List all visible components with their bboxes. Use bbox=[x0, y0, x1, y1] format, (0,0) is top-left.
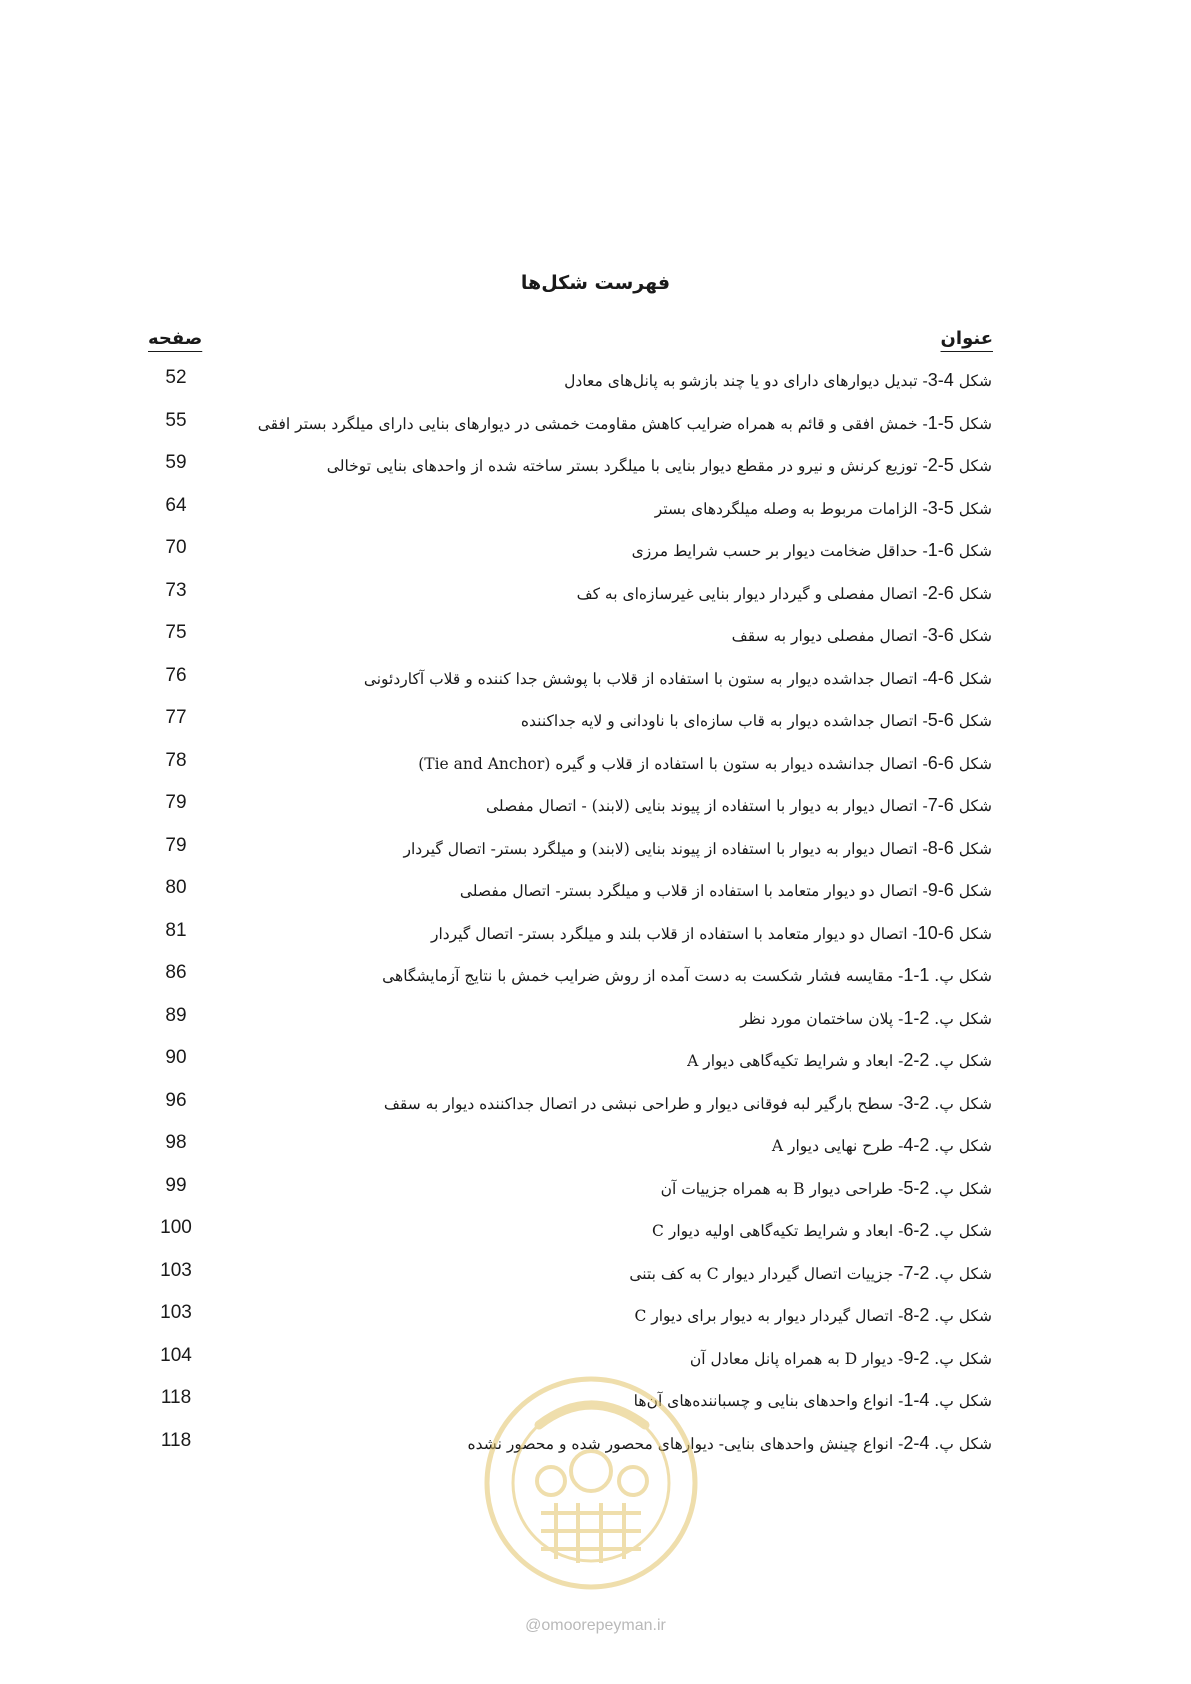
figure-number: 1-5 bbox=[927, 412, 954, 433]
figure-prefix: شکل bbox=[958, 627, 992, 645]
figure-title: ابعاد و شرایط تکیه‌گاهی دیوار A bbox=[687, 1052, 894, 1070]
page-number: 73 bbox=[165, 579, 187, 601]
figure-prefix: شکل پ. bbox=[934, 1009, 992, 1028]
list-item bbox=[0, 1257, 1191, 1300]
figure-title: اتصال گیردار دیوار به دیوار برای دیوار C bbox=[634, 1307, 894, 1325]
figure-title: طراحی دیوار B به همراه جزییات آن bbox=[660, 1179, 894, 1198]
figure-number: 3-5 bbox=[927, 497, 954, 518]
figure-prefix: شکل bbox=[958, 797, 992, 815]
page-number: 104 bbox=[160, 1344, 192, 1366]
figure-caption: شکل 2-6- اتصال مفصلی و گیردار دیوار بنایی غیرسازه‌ای به کف bbox=[576, 582, 992, 603]
figure-prefix: شکل bbox=[958, 924, 992, 943]
list-item bbox=[0, 789, 1191, 832]
figure-number: 1-2 bbox=[903, 1007, 930, 1028]
figure-caption: شکل پ. 2-2- ابعاد و شرایط تکیه‌گاهی دیوار A bbox=[687, 1050, 992, 1070]
figure-caption: شکل 9-6- اتصال دو دیوار متعامد با استفاده از قلاب و میلگرد بستر- اتصال مفصلی bbox=[459, 880, 992, 900]
list-item bbox=[0, 832, 1191, 875]
page-number: 52 bbox=[165, 367, 187, 388]
figure-number: 3-2 bbox=[903, 1092, 930, 1113]
page-number: 70 bbox=[165, 537, 187, 558]
figure-prefix: شکل bbox=[958, 542, 992, 560]
list-item bbox=[0, 1299, 1191, 1342]
figure-number: 4-6 bbox=[927, 667, 954, 688]
figure-prefix: شکل bbox=[958, 457, 992, 475]
figure-title: ابعاد و شرایط تکیه‌گاهی اولیه دیوار C bbox=[652, 1222, 894, 1240]
figure-prefix: شکل bbox=[958, 499, 992, 518]
figure-title: مقایسه فشار شکست به دست آمده از روش ضرایب خمش با نتایج آزمایشگاهی bbox=[382, 967, 894, 985]
list-item bbox=[0, 1087, 1191, 1130]
list-item bbox=[0, 1129, 1191, 1172]
figure-number: 5-2 bbox=[903, 1177, 930, 1198]
figure-caption: شکل پ. 1-4- انواع واحدهای بنایی و چسباننده‌های آن‌ها bbox=[633, 1390, 992, 1410]
figure-title: اتصال مفصلی دیوار به سقف bbox=[731, 627, 918, 645]
list-item bbox=[0, 449, 1191, 492]
figure-caption: شکل پ. 5-2- طراحی دیوار B به همراه جزییات آن bbox=[660, 1177, 992, 1198]
page-number: 79 bbox=[165, 792, 187, 813]
figure-list bbox=[0, 364, 1191, 1469]
page-number: 90 bbox=[165, 1047, 187, 1068]
website-watermark: @omoorepeyman.ir bbox=[525, 1617, 666, 1634]
figure-caption: شکل پ. 8-2- اتصال گیردار دیوار به دیوار برای دیوار C bbox=[634, 1305, 992, 1325]
page-number: 99 bbox=[165, 1174, 187, 1196]
figure-number: 1-6 bbox=[927, 540, 954, 560]
figure-prefix: شکل پ. bbox=[934, 1434, 992, 1453]
figure-caption: شکل پ. 7-2- جزییات اتصال گیردار دیوار C به کف بتنی bbox=[629, 1262, 992, 1283]
list-item bbox=[0, 364, 1191, 407]
figure-caption: شکل 3-5- الزامات مربوط به وصله میلگردهای بستر bbox=[654, 497, 992, 518]
figure-prefix: شکل bbox=[958, 882, 992, 900]
list-item bbox=[0, 619, 1191, 662]
page-title: فهرست شکل‌ها bbox=[520, 272, 671, 294]
list-item bbox=[0, 1002, 1191, 1045]
figure-prefix: شکل bbox=[958, 372, 992, 390]
figure-prefix: شکل پ. bbox=[934, 1137, 992, 1155]
figure-title: اتصال جداشده دیوار به ستون با استفاده از قلاب با پوشش جدا کننده و قلاب آکاردئونی bbox=[363, 669, 918, 688]
page-number: 59 bbox=[165, 452, 187, 473]
list-item bbox=[0, 1172, 1191, 1215]
figure-number: 6-2 bbox=[903, 1220, 930, 1240]
figure-prefix: شکل پ. bbox=[934, 1307, 992, 1325]
figure-title: اتصال دیوار به دیوار با استفاده از پیوند بنایی (لابند) - اتصال مفصلی bbox=[485, 797, 918, 815]
figure-number: 7-6 bbox=[927, 795, 954, 815]
figure-caption: شکل پ. 4-2- طرح نهایی دیوار A bbox=[771, 1135, 992, 1155]
figure-number: 2-5 bbox=[927, 455, 954, 475]
figure-title: اتصال مفصلی و گیردار دیوار بنایی غیرسازه‌ای به کف bbox=[576, 584, 918, 603]
figure-caption: شکل 6-6- اتصال جدانشده دیوار به ستون با استفاده از قلاب و گیره (Tie and Anchor) bbox=[418, 752, 992, 773]
figure-number: 2-2 bbox=[903, 1050, 930, 1070]
list-item bbox=[0, 747, 1191, 790]
figure-title: اتصال جدانشده دیوار به ستون با استفاده از قلاب و گیره (Tie and Anchor) bbox=[418, 754, 918, 773]
figure-caption: شکل 3-4- تبدیل دیوارهای دارای دو یا چند بازشو به پانل‌های معادل bbox=[564, 370, 992, 390]
figure-number: 8-6 bbox=[927, 837, 954, 858]
figure-caption: شکل 10-6- اتصال دو دیوار متعامد با استفاده از قلاب بلند و میلگرد بستر- اتصال گیردار bbox=[430, 922, 992, 943]
figure-prefix: شکل پ. bbox=[934, 1052, 992, 1070]
list-item bbox=[0, 662, 1191, 705]
figure-title: جزییات اتصال گیردار دیوار C به کف بتنی bbox=[629, 1264, 894, 1283]
figure-number: 6-6 bbox=[927, 752, 954, 773]
figure-number: 8-2 bbox=[903, 1305, 930, 1325]
page-number: 103 bbox=[160, 1259, 192, 1281]
list-item bbox=[0, 704, 1191, 747]
list-item bbox=[0, 577, 1191, 620]
figure-caption: شکل 5-6- اتصال جداشده دیوار به قاب سازه‌ای با ناودانی و لایه جداکننده bbox=[520, 710, 992, 730]
figure-prefix: شکل bbox=[958, 669, 992, 688]
figure-prefix: شکل پ. bbox=[934, 1094, 992, 1113]
figure-prefix: شکل پ. bbox=[934, 1222, 992, 1240]
page-number: 86 bbox=[165, 962, 187, 983]
figure-prefix: شکل پ. bbox=[934, 967, 992, 985]
figure-caption: شکل پ. 2-4- انواع چینش واحدهای بنایی- دیوارهای محصور شده و محصور نشده bbox=[467, 1432, 992, 1453]
figure-number: 3-4 bbox=[927, 370, 954, 390]
figure-prefix: شکل پ. bbox=[934, 1349, 992, 1368]
figure-title: اتصال دو دیوار متعامد با استفاده از قلاب و میلگرد بستر- اتصال مفصلی bbox=[459, 882, 918, 900]
figure-caption: شکل 7-6- اتصال دیوار به دیوار با استفاده از پیوند بنایی (لابند) - اتصال مفصلی bbox=[485, 795, 992, 815]
figure-caption: شکل 3-6- اتصال مفصلی دیوار به سقف bbox=[731, 625, 992, 645]
figure-number: 2-6 bbox=[927, 582, 954, 603]
figure-prefix: شکل bbox=[958, 414, 992, 433]
figure-number: 5-6 bbox=[927, 710, 954, 730]
figure-prefix: شکل bbox=[958, 584, 992, 603]
page-number: 78 bbox=[165, 749, 187, 771]
page-number: 118 bbox=[160, 1387, 192, 1408]
figure-title: خمش افقی و قائم به همراه ضرایب کاهش مقاومت خمشی در دیوارهای بنایی دارای میلگرد بستر افقی bbox=[257, 414, 918, 433]
page-number: 80 bbox=[165, 877, 187, 898]
page-number: 77 bbox=[165, 707, 187, 728]
list-item bbox=[0, 534, 1191, 577]
figure-number: 3-6 bbox=[927, 625, 954, 645]
figure-number: 9-2 bbox=[903, 1347, 930, 1368]
page-number: 103 bbox=[160, 1302, 192, 1323]
figure-title: انواع واحدهای بنایی و چسباننده‌های آن‌ها bbox=[633, 1392, 894, 1410]
page-number: 55 bbox=[165, 409, 187, 431]
page-number: 96 bbox=[165, 1089, 187, 1111]
figure-number: 10-6 bbox=[917, 922, 954, 943]
figure-number: 9-6 bbox=[927, 880, 954, 900]
page-number: 89 bbox=[165, 1004, 187, 1026]
page-number: 98 bbox=[165, 1132, 187, 1153]
list-item bbox=[0, 959, 1191, 1002]
page-number: 81 bbox=[165, 919, 187, 941]
figure-title: تبدیل دیوارهای دارای دو یا چند بازشو به پانل‌های معادل bbox=[564, 372, 918, 390]
page-number: 64 bbox=[165, 494, 187, 516]
list-item bbox=[0, 874, 1191, 917]
figure-prefix: شکل bbox=[958, 839, 992, 858]
list-item bbox=[0, 492, 1191, 535]
figure-title: دیوار D به همراه پانل معادل آن bbox=[689, 1349, 894, 1368]
figure-prefix: شکل پ. bbox=[934, 1392, 992, 1410]
list-item bbox=[0, 407, 1191, 450]
figure-number: 1-4 bbox=[903, 1390, 930, 1410]
figure-caption: شکل 4-6- اتصال جداشده دیوار به ستون با استفاده از قلاب با پوشش جدا کننده و قلاب آکاردئونی bbox=[363, 667, 992, 688]
figure-prefix: شکل پ. bbox=[934, 1264, 992, 1283]
list-item bbox=[0, 1044, 1191, 1087]
figure-prefix: شکل bbox=[958, 712, 992, 730]
figure-caption: شکل پ. 1-2- پلان ساختمان مورد نظر bbox=[740, 1007, 992, 1028]
page-number: 100 bbox=[160, 1217, 192, 1238]
figure-caption: شکل 8-6- اتصال دیوار به دیوار با استفاده از پیوند بنایی (لابند) و میلگرد بستر- اتصال گیردار bbox=[403, 837, 992, 858]
figure-caption: شکل 2-5- توزیع کرنش و نیرو در مقطع دیوار بنایی با میلگرد بستر ساخته شده از واحدهای بنایی توخالی bbox=[326, 455, 992, 475]
seal-watermark-icon bbox=[481, 1373, 701, 1593]
figure-title: اتصال دیوار به دیوار با استفاده از پیوند بنایی (لابند) و میلگرد بستر- اتصال گیردار bbox=[403, 839, 918, 858]
figure-title: سطح بارگیر لبه فوقانی دیوار و طراحی نبشی در اتصال جداکننده دیوار به سقف bbox=[383, 1094, 894, 1113]
page-number: 76 bbox=[165, 664, 187, 686]
figure-caption: شکل پ. 3-2- سطح بارگیر لبه فوقانی دیوار و طراحی نبشی در اتصال جداکننده دیوار به سقف bbox=[383, 1092, 992, 1113]
figure-prefix: شکل bbox=[958, 754, 992, 773]
figure-title: حداقل ضخامت دیوار بر حسب شرایط مرزی bbox=[631, 542, 918, 560]
figure-title: توزیع کرنش و نیرو در مقطع دیوار بنایی با میلگرد بستر ساخته شده از واحدهای بنایی توخالی bbox=[326, 457, 918, 475]
figure-title: اتصال جداشده دیوار به قاب سازه‌ای با ناودانی و لایه جداکننده bbox=[520, 712, 918, 730]
title-column-header: عنوان bbox=[940, 328, 993, 349]
figure-title: انواع چینش واحدهای بنایی- دیوارهای محصور شده و محصور نشده bbox=[467, 1434, 894, 1453]
figure-caption: شکل 1-6- حداقل ضخامت دیوار بر حسب شرایط مرزی bbox=[631, 540, 992, 560]
figure-number: 2-4 bbox=[903, 1432, 930, 1453]
figure-number: 4-2 bbox=[903, 1135, 930, 1155]
list-item bbox=[0, 1214, 1191, 1257]
figure-caption: شکل پ. 9-2- دیوار D به همراه پانل معادل آن bbox=[689, 1347, 992, 1368]
page-column-header: صفحه bbox=[148, 328, 203, 349]
page-number: 118 bbox=[160, 1429, 192, 1451]
list-item bbox=[0, 917, 1191, 960]
figure-title: طرح نهایی دیوار A bbox=[771, 1137, 894, 1155]
figure-title: پلان ساختمان مورد نظر bbox=[740, 1009, 894, 1028]
figure-title: اتصال دو دیوار متعامد با استفاده از قلاب بلند و میلگرد بستر- اتصال گیردار bbox=[430, 924, 908, 943]
figure-number: 1-1 bbox=[903, 965, 930, 985]
page-number: 75 bbox=[165, 622, 187, 643]
figure-caption: شکل پ. 6-2- ابعاد و شرایط تکیه‌گاهی اولیه دیوار C bbox=[652, 1220, 992, 1240]
figure-caption: شکل 1-5- خمش افقی و قائم به همراه ضرایب کاهش مقاومت خمشی در دیوارهای بنایی دارای میلگرد بستر افقی bbox=[257, 412, 992, 433]
page-number: 79 bbox=[165, 834, 187, 856]
figure-caption: شکل پ. 1-1- مقایسه فشار شکست به دست آمده از روش ضرایب خمش با نتایج آزمایشگاهی bbox=[382, 965, 992, 985]
figure-prefix: شکل پ. bbox=[934, 1179, 992, 1198]
figure-title: الزامات مربوط به وصله میلگردهای بستر bbox=[654, 499, 918, 518]
figure-number: 7-2 bbox=[903, 1262, 930, 1283]
